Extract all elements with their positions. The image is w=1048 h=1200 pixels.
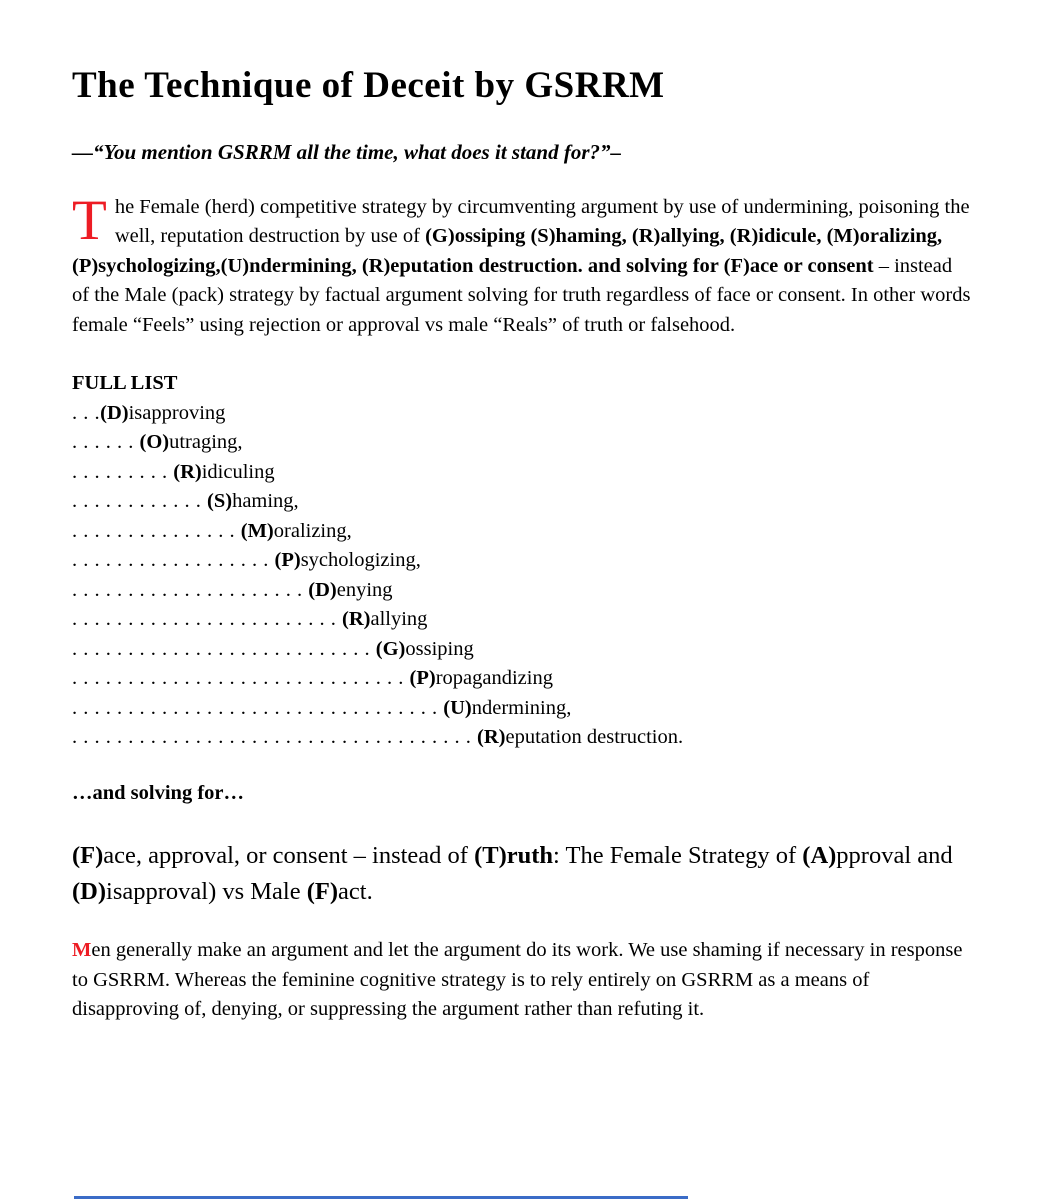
list-item	[72, 458, 974, 488]
list-item-key: (P)	[409, 667, 436, 690]
list-item-key: (O)	[139, 431, 170, 454]
intro-paragraph	[72, 188, 974, 341]
list-item-dots: . . . . . . . . . . . . . . . . . . . . . . . .	[72, 608, 342, 631]
list-item-text: utraging,	[169, 431, 243, 454]
list-item-dots: . . . . . . . . . . . . . . . . . . . . . . . . . . . . . .	[72, 667, 410, 690]
list-item-dots: . . . . . . . . . . . . . . . . . . . . . . . . . . . . . . . . . . . .	[72, 726, 477, 749]
list-item-key: (S)	[207, 490, 233, 513]
text-segment: isapproval) vs Male	[106, 878, 307, 906]
list-item-dots: . . . . . . . . . . . . . . . . . . . . .	[72, 578, 309, 601]
list-item-text: ropagandizing	[435, 667, 553, 690]
text-segment: M	[72, 939, 92, 962]
list-item-text: enying	[336, 578, 393, 601]
intro-paragraph-text	[72, 196, 970, 336]
list-item-text: ossiping	[405, 637, 474, 660]
list-item	[72, 694, 974, 724]
list-item-key: (M)	[240, 519, 274, 542]
solving-for-heading: …and solving for…	[72, 781, 244, 804]
list-item-text: eputation destruction.	[505, 726, 684, 749]
list-item-dots: . . . . . . . . . . . . . . .	[72, 519, 241, 542]
text-segment: (G)ossiping (S)haming, (R)allying, (R)idicule, (M)oralizing, (P)sychologizing,(U)ndermining, (R)eputation destruction. and solving for (F)ace or consent	[72, 225, 943, 277]
dropcap-letter: T	[72, 188, 107, 252]
full-list-heading: FULL LIST	[72, 372, 178, 395]
list-item-dots: . . . . . . . . . . . . . . . . . . . . . . . . . . . . . . . . .	[72, 696, 444, 719]
list-item	[72, 517, 974, 547]
list-item-key: (R)	[477, 726, 506, 749]
list-item-text: oralizing,	[273, 519, 352, 542]
bottom-blue-line	[74, 1196, 688, 1199]
list-item-text: ndermining,	[471, 696, 572, 719]
text-segment: : The Female Strategy of	[553, 842, 803, 870]
list-item-text: haming,	[232, 490, 299, 513]
text-segment: act.	[338, 878, 373, 906]
text-segment: (A)	[802, 842, 837, 870]
list-item-key: (R)	[173, 460, 202, 483]
list-item-dots: . . . . . . . . . . . . . . . . . . . . . . . . . . .	[72, 637, 376, 660]
list-item	[72, 605, 974, 635]
page-title: The Technique of Deceit by GSRRM	[72, 65, 665, 106]
list-item-key: (G)	[375, 637, 406, 660]
list-item-text: sychologizing,	[300, 549, 421, 572]
list-item-key: (D)	[308, 578, 337, 601]
text-segment: en generally make an argument and let the argument do its work. We use shaming if necessary in response to GSRRM. Whereas the feminine cognitive strategy is to rely entirely on GSRRM as a means of disapproving of, denying, or suppressing the argument rather than refuting it.	[72, 939, 963, 1021]
text-segment: (D)	[72, 878, 107, 906]
subtitle-quote: —“You mention GSRRM all the time, what does it stand for?”–	[72, 139, 622, 164]
list-item-text: isapproving	[128, 401, 226, 424]
list-item-key: (D)	[100, 401, 129, 424]
text-segment: ace, approval, or consent – instead of	[103, 842, 475, 870]
list-item	[72, 546, 974, 576]
closing-paragraph	[72, 936, 974, 1025]
list-item	[72, 399, 974, 429]
list-item	[72, 576, 974, 606]
text-segment: (F)	[72, 842, 104, 870]
list-item	[72, 723, 974, 753]
solving-paragraph	[72, 838, 974, 910]
list-item-dots: . . . . . . . . . . . . . . . . . .	[72, 549, 275, 572]
list-item-dots: . . . . . .	[72, 431, 140, 454]
list-item-key: (P)	[274, 549, 301, 572]
text-segment: (T)ruth	[474, 842, 554, 870]
list-item-dots: . . .	[72, 401, 101, 424]
list-item	[72, 487, 974, 517]
list-item	[72, 635, 974, 665]
list-item-text: idiculing	[201, 460, 275, 483]
text-segment: pproval and	[836, 842, 953, 870]
text-segment: (F)	[306, 878, 339, 906]
list-item-key: (R)	[342, 608, 371, 631]
text-segment: – instead of the Male (pack) strategy by factual argument solving for truth regardless of face or consent. In other words female “Feels” using rejection or approval vs male “Reals” of truth or falsehood.	[72, 254, 971, 336]
list-item-dots: . . . . . . . . .	[72, 460, 174, 483]
list-item-text: allying	[370, 608, 428, 631]
list-item-dots: . . . . . . . . . . . .	[72, 490, 207, 513]
list-item	[72, 664, 974, 694]
text-segment: he Female (herd) competitive strategy by circumventing argument by use of undermining, poisoning the well, reputation destruction by use of	[114, 195, 970, 248]
full-list	[72, 399, 974, 753]
list-item	[72, 428, 974, 458]
list-item-key: (U)	[443, 696, 472, 719]
